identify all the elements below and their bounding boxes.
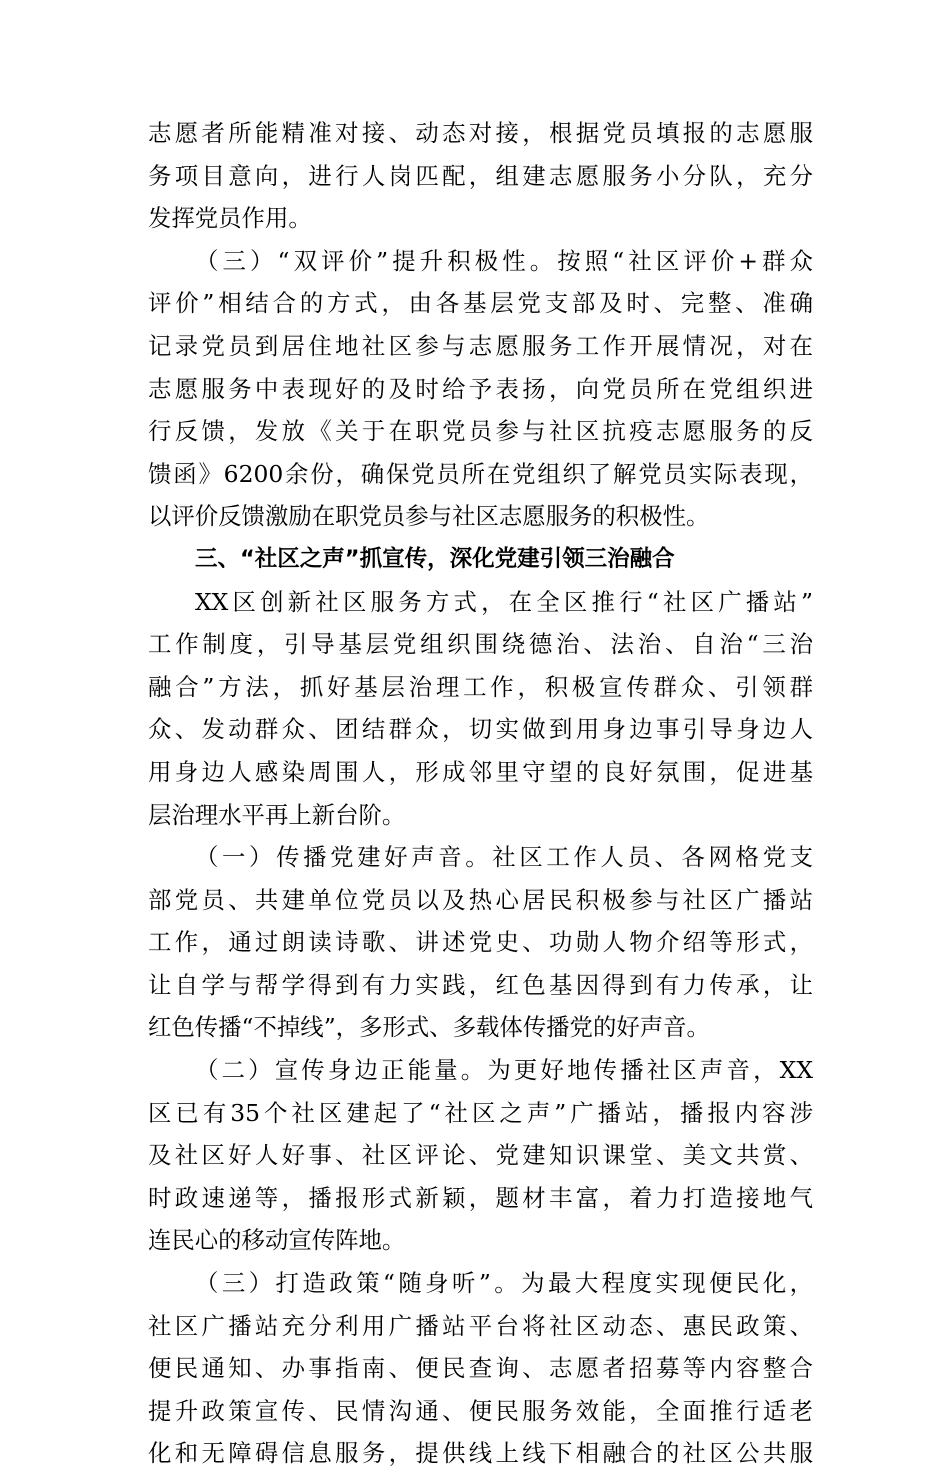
- paragraph-lead-line: （三）“双评价”提升积极性。按照“社区评价+群众: [195, 246, 813, 275]
- text-line: 工作制度，引导基层党组织围绕德治、法治、自治“三治: [148, 630, 813, 659]
- text-line: 行反馈，发放《关于在职党员参与社区抗疫志愿服务的反: [148, 417, 813, 446]
- text-line: 让自学与帮学得到有力实践，红色基因得到有力传承，让: [148, 970, 813, 999]
- text-line: 馈函》6200余份，确保党员所在党组织了解党员实际表现，: [148, 459, 813, 488]
- text-line: 化和无障碍信息服务，提供线上线下相融合的社区公共服: [148, 1439, 813, 1468]
- document-body: [148, 112, 813, 1475]
- text-line: 连民心的移动宣传阵地。: [148, 1226, 406, 1255]
- text-line: 志愿服务中表现好的及时给予表扬，向党员所在党组织进: [148, 374, 813, 403]
- text-line: 记录党员到居住地社区参与志愿服务工作开展情况，对在: [148, 331, 813, 360]
- text-line: 融合”方法，抓好基层治理工作，积极宣传群众、引领群: [148, 672, 813, 701]
- paragraph-lead-line: （二）宣传身边正能量。为更好地传播社区声音，XX: [195, 1056, 813, 1085]
- section-heading: 三、“社区之声”抓宣传，深化党建引领三治融合: [195, 545, 675, 572]
- paragraph-lead-line: （三）打造政策“随身听”。为最大程度实现便民化，: [195, 1269, 813, 1298]
- text-line: 以评价反馈激励在职党员参与社区志愿服务的积极性。: [148, 502, 710, 531]
- text-line: 务项目意向，进行人岗匹配，组建志愿服务小分队，充分: [148, 161, 813, 190]
- text-line: 发挥党员作用。: [148, 204, 312, 233]
- text-line: 便民通知、办事指南、便民查询、志愿者招募等内容整合: [148, 1354, 813, 1383]
- paragraph-lead-line: XX区创新社区服务方式，在全区推行“社区广播站”: [195, 587, 813, 616]
- text-line: 及社区好人好事、社区评论、党建知识课堂、美文共赏、: [148, 1141, 813, 1170]
- text-line: 提升政策宣传、民情沟通、便民服务效能，全面推行适老: [148, 1396, 813, 1425]
- text-line: 志愿者所能精准对接、动态对接，根据党员填报的志愿服: [148, 119, 813, 147]
- text-line: 社区广播站充分利用广播站平台将社区动态、惠民政策、: [148, 1311, 813, 1340]
- text-line: 工作，通过朗读诗歌、讲述党史、功勋人物介绍等形式，: [148, 928, 813, 957]
- text-line: 众、发动群众、团结群众，切实做到用身边事引导身边人: [148, 715, 813, 744]
- text-line: 用身边人感染周围人，形成邻里守望的良好氛围，促进基: [148, 757, 813, 786]
- text-line: 时政速递等，播报形式新颖，题材丰富，着力打造接地气: [148, 1183, 813, 1212]
- paragraph-lead-line: （一）传播党建好声音。社区工作人员、各网格党支: [195, 843, 813, 872]
- text-line: 层治理水平再上新台阶。: [148, 800, 406, 829]
- text-line: 评价”相结合的方式，由各基层党支部及时、完整、准确: [148, 289, 813, 318]
- text-line: 红色传播“不掉线”，多形式、多载体传播党的好声音。: [148, 1013, 710, 1042]
- text-line: 区已有35个社区建起了“社区之声”广播站，播报内容涉: [148, 1098, 813, 1127]
- text-line: 部党员、共建单位党员以及热心居民积极参与社区广播站: [148, 885, 813, 914]
